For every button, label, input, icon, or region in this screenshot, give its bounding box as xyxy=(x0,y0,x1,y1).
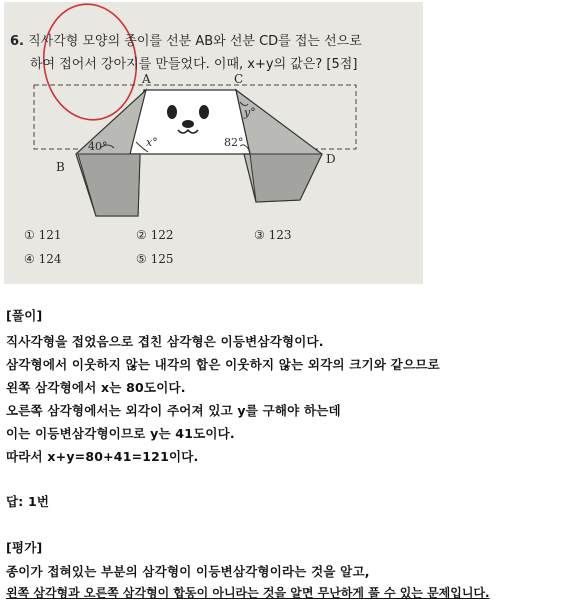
option-4: ④ 124 xyxy=(24,252,62,266)
label-a: A xyxy=(142,72,151,86)
problem-number: 6. xyxy=(10,34,24,49)
solution-line-5: 이는 이등변삼각형이므로 y는 41도이다. xyxy=(6,426,235,441)
problem-photo xyxy=(4,2,423,284)
label-b: B xyxy=(56,160,65,174)
solution-line-2: 삼각형에서 이웃하지 않는 내각의 합은 이웃하지 않는 외각의 크기와 같으므로 xyxy=(6,357,440,372)
label-d: D xyxy=(326,152,336,166)
label-c: C xyxy=(234,72,244,86)
evaluation-heading: [평가] xyxy=(6,540,43,555)
option-2: ② 122 xyxy=(136,228,174,242)
label-angle-x: x° xyxy=(146,136,158,149)
answer-text: 답: 1번 xyxy=(6,494,50,509)
evaluation-line-1: 종이가 접혀있는 부분의 삼각형이 이등변삼각형이라는 것을 알고, xyxy=(6,564,370,579)
problem-text xyxy=(10,30,362,76)
problem-line-2: 하여 접어서 강아지를 만들었다. 이때, x+y의 값은? [5점] xyxy=(30,57,358,72)
solution-line-6: 따라서 x+y=80+41=121이다. xyxy=(6,449,199,464)
solution-line-3: 왼쪽 삼각형에서 x는 80도이다. xyxy=(6,380,186,395)
label-angle-40: 40° xyxy=(88,140,108,153)
label-angle-82: 82° xyxy=(224,136,244,149)
problem-line-1: 직사각형 모양의 종이를 선분 AB와 선분 CD를 접는 선으로 xyxy=(28,34,362,49)
option-3: ③ 123 xyxy=(254,228,292,242)
option-5: ⑤ 125 xyxy=(136,252,174,266)
evaluation-line-2: 왼쪽 삼각형과 오른쪽 삼각형이 합동이 아니라는 것을 알면 무난하게 풀 수 있는 문제입니다. xyxy=(6,586,490,600)
solution-line-1: 직사각형을 접었음으로 겹친 삼각형은 이등변삼각형이다. xyxy=(6,334,324,349)
solution-line-4: 오른쪽 삼각형에서는 외각이 주어져 있고 y를 구해야 하는데 xyxy=(6,403,341,418)
label-angle-y: y° xyxy=(244,106,256,119)
option-1: ① 121 xyxy=(24,228,62,242)
solution-heading: [풀이] xyxy=(6,308,43,323)
